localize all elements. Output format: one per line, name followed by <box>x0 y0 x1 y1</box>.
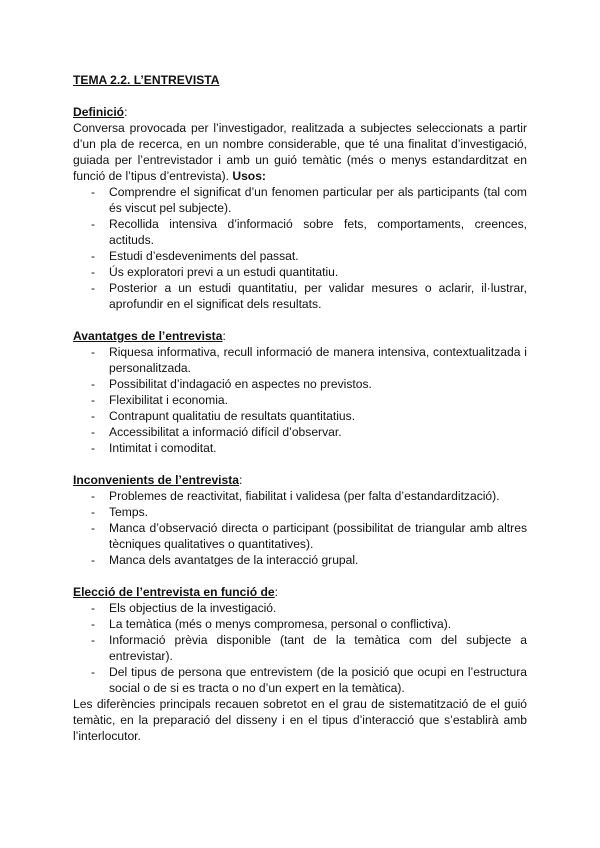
list-item: - Accessibilitat a informació difícil d’observar. <box>73 424 527 440</box>
heading-text: Elecció de l’entrevista en funció de <box>73 585 275 599</box>
heading-colon: : <box>239 473 243 487</box>
heading-text: Avantatges de l’entrevista <box>73 329 223 343</box>
section-eleccio <box>73 584 527 744</box>
heading-text: Inconvenients de l’entrevista <box>73 473 240 487</box>
section-avantatges <box>73 328 527 456</box>
section-heading-avantatges <box>73 328 527 344</box>
list-item: - Comprendre el significat d’un fenomen particular per als participants (tal com és viscut pel subjecte). <box>73 184 527 216</box>
list-item: - Recollida intensiva d’informació sobre fets, comportaments, creences, actituds. <box>73 216 527 248</box>
list-item: - Intimitat i comoditat. <box>73 440 527 456</box>
list-item: - Possibilitat d’indagació en aspectes no previstos. <box>73 376 527 392</box>
section-definicio <box>73 104 527 312</box>
usos-colon: : <box>261 169 266 183</box>
document-title: TEMA 2.2. L’ENTREVISTA <box>73 73 220 87</box>
list-item: - Ús exploratori previ a un estudi quantitatiu. <box>73 264 527 280</box>
list-item: - Informació prèvia disponible (tant de la temàtica com del subjecte a entrevistar). <box>73 632 527 664</box>
list-item: - Problemes de reactivitat, fiabilitat i validesa (per falta d’estandardització). <box>73 488 527 504</box>
list-item: - Temps. <box>73 504 527 520</box>
heading-colon: : <box>222 329 226 343</box>
definition-text: Conversa provocada per l’investigador, realitzada a subjectes seleccionats a partir d’un pla de recerca, en un nombre considerable, que té una finalitat d’investigació, guiada per l’entrevistador i amb un guió temàtic (més o menys estandarditzat en funció de l’tipus d’entrevista). <box>73 121 527 183</box>
list-item: - Del tipus de persona que entrevistem (de la posició que ocupi en l’estructura social o de si es tracta o no d’un expert en la temàtica). <box>73 664 527 696</box>
definition-paragraph <box>73 120 527 184</box>
usos-list <box>73 184 527 312</box>
section-heading-eleccio <box>73 584 527 600</box>
eleccio-list <box>73 600 527 696</box>
section-inconvenients <box>73 472 527 568</box>
heading-colon: : <box>274 585 279 599</box>
closing-paragraph: Les diferències principals recauen sobretot en el grau de sistematització de el guió temàtic, en la preparació del disseny i en el tipus d’interacció que s’establirà amb l’interlocutor. <box>73 697 527 743</box>
avantatges-list <box>73 344 527 456</box>
list-item: - Manca dels avantatges de la interacció grupal. <box>73 552 527 568</box>
list-item: - Posterior a un estudi quantitatiu, per validar mesures o aclarir, il·lustrar, aprofundir en el significat dels resultats. <box>73 280 527 312</box>
inconvenients-list <box>73 488 527 568</box>
list-item: - Manca d’observació directa o participant (possibilitat de triangular amb altres tècniques qualitatives o quantitatives). <box>73 520 527 552</box>
section-heading-definicio <box>73 104 527 120</box>
heading-colon: : <box>124 105 128 119</box>
heading-text: Definició <box>73 105 125 119</box>
list-item: - Els objectius de la investigació. <box>73 600 527 616</box>
section-heading-inconvenients <box>73 472 527 488</box>
usos-label: Usos <box>232 169 262 183</box>
list-item: - Contrapunt qualitatiu de resultats quantitatius. <box>73 408 527 424</box>
list-item: - Riquesa informativa, recull informació de manera intensiva, contextualitzada i personalitzada. <box>73 344 527 376</box>
list-item: - Estudi d’esdeveniments del passat. <box>73 248 527 264</box>
list-item: - La temàtica (més o menys compromesa, personal o conflictiva). <box>73 616 527 632</box>
list-item: - Flexibilitat i economia. <box>73 392 527 408</box>
